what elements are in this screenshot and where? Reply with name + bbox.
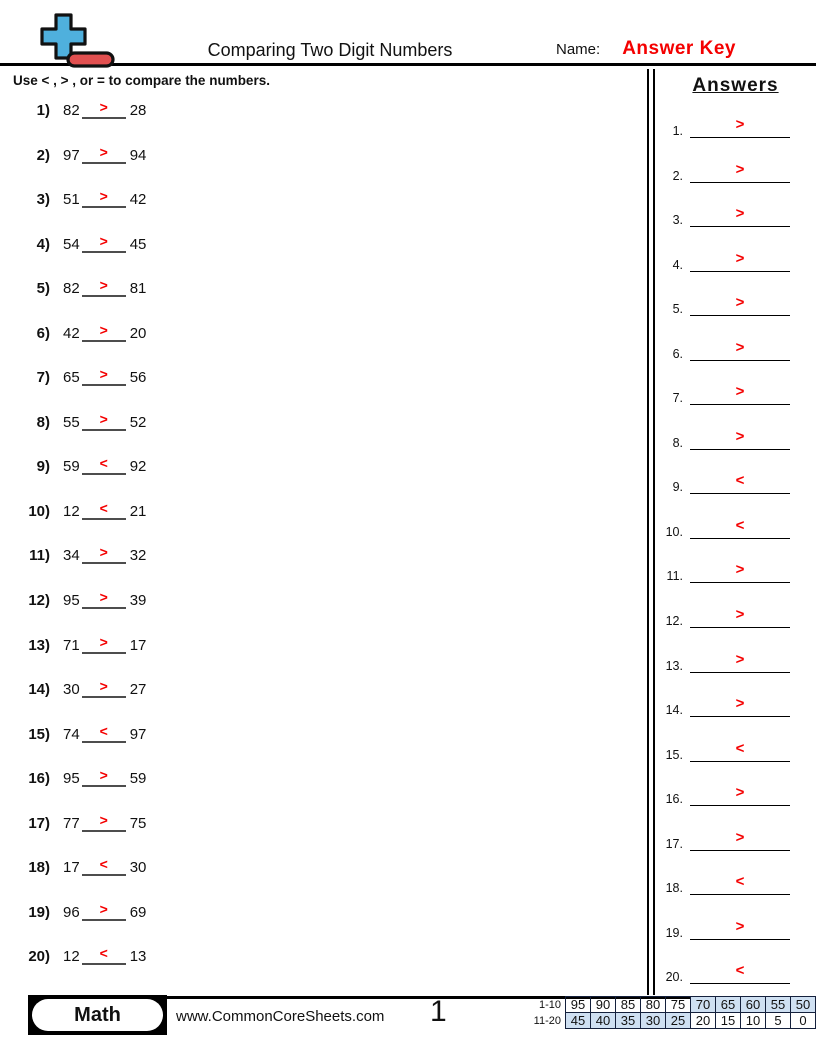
- problem-row: [0, 628, 647, 673]
- problem-row-inner: [0, 227, 647, 253]
- score-cell: 40: [591, 1013, 616, 1029]
- score-cell: 85: [616, 997, 641, 1013]
- problem-number: 19): [28, 903, 50, 921]
- answer-blank-line: [82, 182, 126, 208]
- problem-left-value: 30: [63, 681, 80, 699]
- worksheet-footer: [0, 995, 816, 1056]
- comparison-symbol: >: [99, 767, 108, 784]
- problem-row: [0, 806, 647, 851]
- answer-row-inner: [655, 771, 816, 806]
- problem-left-value: 51: [63, 191, 80, 209]
- answer-blank-line: [82, 717, 126, 743]
- problem-row: [0, 494, 647, 539]
- problem-row-inner: [0, 449, 647, 475]
- answer-row-inner: [655, 638, 816, 673]
- answer-row: [655, 682, 816, 727]
- score-cell: 70: [691, 997, 716, 1013]
- problem-number: 18): [28, 859, 50, 877]
- problem-row-inner: [0, 405, 647, 431]
- answer-symbol: >: [735, 338, 745, 356]
- comparison-symbol: <: [99, 856, 108, 873]
- answer-symbol: >: [735, 650, 745, 668]
- problem-left-value: 55: [63, 413, 80, 431]
- problem-row: [0, 360, 647, 405]
- answer-symbol: >: [735, 249, 745, 267]
- problem-number: 2): [36, 146, 50, 164]
- answer-blank-line: [82, 761, 126, 787]
- problem-row-inner: [0, 583, 647, 609]
- answer-symbol: <: [735, 739, 745, 757]
- comparison-symbol: >: [99, 232, 108, 249]
- answer-row-inner: [655, 593, 816, 628]
- answer-number: 18.: [665, 881, 683, 896]
- name-label: Name:: [556, 41, 601, 58]
- problem-left-value: 12: [63, 502, 80, 520]
- score-cell: 5: [766, 1013, 791, 1029]
- answer-row-inner: [655, 192, 816, 227]
- problem-row: [0, 895, 647, 940]
- answer-blank-line: [82, 227, 126, 253]
- problem-row-inner: [0, 494, 647, 520]
- problem-row: [0, 271, 647, 316]
- comparison-symbol: >: [99, 678, 108, 695]
- score-range-label: 11-20: [533, 1014, 561, 1027]
- comparison-symbol: <: [99, 455, 108, 472]
- answer-line: [690, 148, 790, 183]
- comparison-symbol: >: [99, 811, 108, 828]
- problem-row-inner: [0, 672, 647, 698]
- problem-left-value: 82: [63, 280, 80, 298]
- problem-right-value: 39: [129, 592, 147, 610]
- problem-row: [0, 227, 647, 272]
- answer-blank-line: [82, 672, 126, 698]
- problem-right-value: 20: [129, 324, 147, 342]
- score-cell: 75: [666, 997, 691, 1013]
- answers-panel: [655, 69, 816, 995]
- answer-symbol: >: [735, 383, 745, 401]
- answer-line: [690, 281, 790, 316]
- answer-blank-line: [82, 93, 126, 119]
- problem-number: 12): [28, 592, 50, 610]
- answer-row-inner: [655, 459, 816, 494]
- problem-row: [0, 583, 647, 628]
- problem-row: [0, 850, 647, 895]
- score-cell: 65: [716, 997, 741, 1013]
- score-table-row: [526, 1013, 816, 1029]
- problem-row-inner: [0, 271, 647, 297]
- problem-left-value: 82: [63, 102, 80, 119]
- answer-row: [655, 949, 816, 994]
- answer-row-inner: [655, 370, 816, 405]
- answer-number: 5.: [672, 302, 683, 317]
- problem-right-value: 69: [129, 903, 147, 921]
- answer-number: 6.: [672, 346, 683, 361]
- answer-row: [655, 415, 816, 460]
- problem-row-inner: [0, 717, 647, 743]
- problem-number: 11): [29, 547, 50, 565]
- problem-row-inner: [0, 182, 647, 208]
- answer-row-inner: [655, 548, 816, 583]
- comparison-symbol: >: [99, 544, 108, 561]
- problems-area: [0, 69, 647, 995]
- score-cell: 20: [691, 1013, 716, 1029]
- score-cell: 45: [566, 1013, 591, 1029]
- problem-right-value: 32: [129, 547, 147, 565]
- score-cell: 10: [741, 1013, 766, 1029]
- score-cell: 50: [791, 997, 816, 1013]
- answer-number: 7.: [672, 391, 683, 406]
- score-cell: 95: [566, 997, 591, 1013]
- problem-row-inner: [0, 316, 647, 342]
- problem-number: 16): [28, 770, 50, 788]
- problem-left-value: 59: [63, 458, 80, 476]
- answer-blank-line: [82, 494, 126, 520]
- comparison-symbol: >: [99, 589, 108, 606]
- problem-left-value: 95: [63, 770, 80, 788]
- comparison-symbol: >: [99, 321, 108, 338]
- answer-row-inner: [655, 682, 816, 717]
- problem-row: [0, 672, 647, 717]
- answer-number: 17.: [665, 836, 683, 851]
- problem-number: 3): [36, 191, 50, 209]
- answer-line: [690, 727, 790, 762]
- answer-symbol: >: [735, 606, 745, 624]
- page-number: 1: [430, 995, 447, 1028]
- answer-line: [690, 370, 790, 405]
- answer-blank-line: [82, 895, 126, 921]
- problems-list: [0, 93, 647, 984]
- answer-number: 4.: [672, 257, 683, 272]
- answer-blank-line: [82, 449, 126, 475]
- problem-right-value: 81: [129, 280, 147, 298]
- problem-left-value: 54: [63, 235, 80, 253]
- problem-row-inner: [0, 538, 647, 564]
- worksheet-title: Comparing Two Digit Numbers: [207, 40, 453, 60]
- answer-line: [690, 949, 790, 984]
- problem-row: [0, 717, 647, 762]
- comparison-symbol: >: [99, 366, 108, 383]
- answer-number: 12.: [665, 614, 683, 629]
- problem-left-value: 77: [63, 814, 80, 832]
- problem-row-inner: [0, 628, 647, 654]
- problem-right-value: 94: [129, 146, 147, 164]
- score-cell: 15: [716, 1013, 741, 1029]
- answer-row: [655, 103, 816, 148]
- answer-number: 9.: [672, 480, 683, 495]
- answer-blank-line: [82, 939, 126, 965]
- problem-left-value: 74: [63, 725, 80, 743]
- website-url: www.CommonCoreSheets.com: [176, 1008, 385, 1025]
- name-row: [556, 38, 736, 60]
- answer-blank-line: [82, 850, 126, 876]
- problem-left-value: 96: [63, 903, 80, 921]
- answer-row-inner: [655, 237, 816, 272]
- content-area: [0, 69, 816, 995]
- problem-row: [0, 138, 647, 183]
- comparison-symbol: >: [99, 633, 108, 650]
- answer-row: [655, 459, 816, 504]
- problem-right-value: 21: [129, 502, 147, 520]
- answer-symbol: >: [735, 160, 745, 178]
- answer-row: [655, 548, 816, 593]
- answers-list: [655, 103, 816, 994]
- problem-row: [0, 93, 647, 138]
- answer-blank-line: [82, 360, 126, 386]
- answer-line: [690, 237, 790, 272]
- answer-symbol: >: [735, 828, 745, 846]
- answer-row-inner: [655, 504, 816, 539]
- answer-row: [655, 727, 816, 772]
- problem-row-inner: [0, 895, 647, 921]
- answer-number: 15.: [665, 747, 683, 762]
- problem-row: [0, 405, 647, 450]
- answer-key-text: Answer Key: [622, 38, 736, 59]
- answer-number: 14.: [665, 703, 683, 718]
- answer-row: [655, 593, 816, 638]
- answer-symbol: <: [735, 873, 745, 891]
- answer-line: [690, 548, 790, 583]
- comparison-symbol: <: [99, 722, 108, 739]
- answer-number: 2.: [672, 168, 683, 183]
- score-cell: 55: [766, 997, 791, 1013]
- score-cell: 0: [791, 1013, 816, 1029]
- answer-number: 11.: [666, 569, 683, 584]
- answer-blank-line: [82, 316, 126, 342]
- problem-right-value: 59: [129, 770, 147, 788]
- problem-row-inner: [0, 806, 647, 832]
- answer-number: 16.: [665, 792, 683, 807]
- answer-row-inner: [655, 860, 816, 895]
- answer-row-inner: [655, 281, 816, 316]
- answer-number: 19.: [665, 925, 683, 940]
- problem-left-value: 17: [63, 859, 80, 877]
- comparison-symbol: >: [99, 188, 108, 205]
- problem-left-value: 95: [63, 592, 80, 610]
- problem-number: 5): [36, 280, 50, 298]
- subject-badge: [28, 995, 167, 1035]
- problem-right-value: 45: [129, 235, 147, 253]
- comparison-symbol: >: [99, 900, 108, 917]
- answer-line: [690, 771, 790, 806]
- answer-number: 20.: [665, 970, 683, 985]
- problem-number: 10): [28, 502, 50, 520]
- problem-row-inner: [0, 93, 647, 119]
- answer-row-inner: [655, 415, 816, 450]
- answer-number: 10.: [665, 524, 683, 539]
- answer-line: [690, 192, 790, 227]
- comparison-symbol: >: [99, 143, 108, 160]
- answers-heading: Answers: [692, 75, 779, 96]
- answer-row-inner: [655, 148, 816, 183]
- answer-row: [655, 192, 816, 237]
- problem-row: [0, 761, 647, 806]
- problem-row-inner: [0, 939, 647, 965]
- answer-blank-line: [82, 138, 126, 164]
- score-cell: 80: [641, 997, 666, 1013]
- problem-row-inner: [0, 761, 647, 787]
- problem-number: 15): [28, 725, 50, 743]
- answer-row: [655, 771, 816, 816]
- comparison-symbol: >: [99, 277, 108, 294]
- answer-symbol: >: [735, 784, 745, 802]
- score-table-row: [526, 997, 816, 1013]
- answer-symbol: <: [735, 472, 745, 490]
- problem-right-value: 27: [129, 681, 147, 699]
- score-cell: 30: [641, 1013, 666, 1029]
- score-cell: 25: [666, 1013, 691, 1029]
- problem-left-value: 71: [63, 636, 80, 654]
- problem-number: 4): [36, 235, 50, 253]
- answer-line: [690, 459, 790, 494]
- score-cell: 90: [591, 997, 616, 1013]
- problem-number: 14): [28, 681, 50, 699]
- problem-number: 7): [36, 369, 50, 387]
- problem-left-value: 34: [63, 547, 80, 565]
- comparison-symbol: >: [99, 410, 108, 427]
- worksheet-header: [0, 0, 816, 66]
- answer-row: [655, 860, 816, 905]
- answer-symbol: >: [735, 116, 745, 133]
- problem-right-value: 92: [129, 458, 147, 476]
- problem-number: 9): [36, 458, 50, 476]
- problem-row: [0, 449, 647, 494]
- comparison-symbol: >: [99, 99, 108, 115]
- problem-number: 8): [36, 413, 50, 431]
- answer-symbol: >: [735, 205, 745, 223]
- answer-line: [690, 593, 790, 628]
- problem-right-value: 28: [129, 102, 147, 119]
- answer-line: [690, 905, 790, 940]
- problem-left-value: 12: [63, 948, 80, 966]
- problem-right-value: 30: [129, 859, 147, 877]
- answer-blank-line: [82, 628, 126, 654]
- answer-row: [655, 504, 816, 549]
- problem-left-value: 42: [63, 324, 80, 342]
- answer-number: 3.: [672, 213, 683, 228]
- answer-blank-line: [82, 271, 126, 297]
- problem-right-value: 52: [129, 413, 147, 431]
- instructions-text: Use < , > , or = to compare the numbers.: [13, 73, 270, 88]
- answer-row-inner: [655, 905, 816, 940]
- answer-row: [655, 370, 816, 415]
- problem-row-inner: [0, 850, 647, 876]
- answer-blank-line: [82, 405, 126, 431]
- subject-badge-label: Math: [32, 999, 163, 1031]
- answer-row-inner: [655, 326, 816, 361]
- answer-number: 13.: [665, 658, 683, 673]
- problem-number: 20): [28, 948, 50, 966]
- answer-symbol: >: [735, 427, 745, 445]
- answer-row: [655, 281, 816, 326]
- problem-right-value: 97: [129, 725, 147, 743]
- answer-line: [690, 638, 790, 673]
- problem-row: [0, 316, 647, 361]
- answer-row-inner: [655, 816, 816, 851]
- answer-row: [655, 905, 816, 950]
- problem-left-value: 65: [63, 369, 80, 387]
- answer-blank-line: [82, 806, 126, 832]
- answer-line: [690, 415, 790, 450]
- problem-row: [0, 182, 647, 227]
- problem-row: [0, 939, 647, 984]
- answer-row: [655, 148, 816, 193]
- answer-row: [655, 237, 816, 282]
- problem-number: 17): [28, 814, 50, 832]
- score-cell: 60: [741, 997, 766, 1013]
- comparison-symbol: <: [99, 945, 108, 962]
- problem-number: 1): [36, 102, 50, 119]
- problem-row-inner: [0, 360, 647, 386]
- answer-line: [690, 326, 790, 361]
- problem-right-value: 13: [129, 948, 147, 966]
- answer-row-inner: [655, 949, 816, 984]
- problem-row: [0, 538, 647, 583]
- answer-number: 1.: [672, 124, 683, 138]
- problem-right-value: 56: [129, 369, 147, 387]
- answer-line: [690, 682, 790, 717]
- answer-symbol: >: [735, 561, 745, 579]
- answer-line: [690, 504, 790, 539]
- answer-number: 8.: [672, 435, 683, 450]
- problem-number: 6): [36, 324, 50, 342]
- answer-row-inner: [655, 103, 816, 138]
- answer-line: [690, 860, 790, 895]
- score-range-label: 1-10: [538, 998, 561, 1011]
- score-cell: 35: [616, 1013, 641, 1029]
- answer-blank-line: [82, 538, 126, 564]
- problem-number: 13): [28, 636, 50, 654]
- answer-line: [690, 103, 790, 138]
- problem-row-inner: [0, 138, 647, 164]
- answer-row: [655, 638, 816, 683]
- answer-row-inner: [655, 727, 816, 762]
- answer-blank-line: [82, 583, 126, 609]
- problem-left-value: 97: [63, 146, 80, 164]
- problem-right-value: 75: [129, 814, 147, 832]
- answer-symbol: <: [735, 962, 745, 980]
- answer-symbol: >: [735, 695, 745, 713]
- comparison-symbol: <: [99, 499, 108, 516]
- problem-right-value: 42: [129, 191, 147, 209]
- answer-row: [655, 326, 816, 371]
- answer-symbol: >: [735, 917, 745, 935]
- problem-right-value: 17: [129, 636, 147, 654]
- answer-symbol: <: [735, 516, 745, 534]
- answer-symbol: >: [735, 294, 745, 312]
- column-divider: [647, 69, 655, 995]
- score-table: [526, 996, 816, 1029]
- answer-line: [690, 816, 790, 851]
- answer-row: [655, 816, 816, 861]
